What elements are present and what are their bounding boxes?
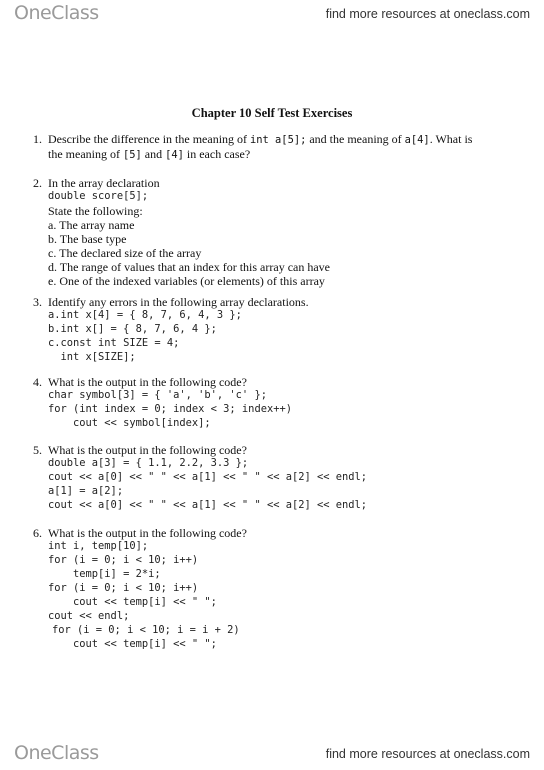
list-item: c. The declared size of the array <box>48 246 202 260</box>
code-line: char symbol[3] = { 'a', 'b', 'c' }; <box>48 389 267 401</box>
list-item: b. The base type <box>48 232 127 246</box>
list-item: d. The range of values that an index for this array can have <box>48 260 330 274</box>
code-line: b.int x[] = { 8, 7, 6, 4 }; <box>48 323 217 335</box>
code-line: cout << temp[i] << " "; <box>48 596 217 608</box>
code-line: double a[3] = { 1.1, 2.2, 3.3 }; <box>48 457 249 469</box>
question-number: 4. <box>33 375 42 389</box>
text-segment: and <box>141 147 166 161</box>
code-line: cout << a[0] << " " << a[1] << " " << a[2] << endl; <box>48 499 368 511</box>
text-segment: . What is <box>429 132 473 146</box>
question-text-line-2 <box>48 147 250 162</box>
oneclass-logo[interactable]: OneClass <box>14 2 99 24</box>
question-number: 5. <box>33 443 42 457</box>
footer-bar <box>0 740 544 770</box>
question-number: 1. <box>33 132 42 146</box>
footer-tagline-link[interactable]: find more resources at oneclass.com <box>325 747 530 761</box>
code-segment: a[4] <box>404 134 430 146</box>
question-intro: What is the output in the following code? <box>48 375 247 389</box>
code-line: for (i = 0; i < 10; i++) <box>48 582 199 594</box>
text-segment: in each case? <box>183 147 251 161</box>
code-segment: int a[5]; <box>250 134 307 146</box>
header-bar <box>0 0 544 30</box>
question-number: 2. <box>33 176 42 190</box>
question-intro: In the array declaration <box>48 176 160 190</box>
question-number: 3. <box>33 295 42 309</box>
code-line: cout << symbol[index]; <box>48 417 211 429</box>
list-item: a. The array name <box>48 218 135 232</box>
question-intro: Identify any errors in the following array declarations. <box>48 295 309 309</box>
code-line: a[1] = a[2]; <box>48 485 124 497</box>
question-intro: What is the output in the following code? <box>48 526 247 540</box>
question-subintro: State the following: <box>48 204 143 218</box>
text-segment: Describe the difference in the meaning of <box>48 132 251 146</box>
code-segment: [4] <box>165 149 184 161</box>
oneclass-logo[interactable]: OneClass <box>14 742 99 764</box>
code-line: a.int x[4] = { 8, 7, 6, 4, 3 }; <box>48 309 242 321</box>
code-segment: [5] <box>122 149 142 161</box>
question-intro: What is the output in the following code? <box>48 443 247 457</box>
text-segment: and the meaning of <box>306 132 405 146</box>
code-line: for (i = 0; i < 10; i++) <box>48 554 199 566</box>
code-line: cout << temp[i] << " "; <box>48 638 217 650</box>
code-line: for (int index = 0; index < 3; index++) <box>48 403 292 415</box>
code-line: for (i = 0; i < 10; i = i + 2) <box>52 624 240 636</box>
page-title: Chapter 10 Self Test Exercises <box>191 106 353 120</box>
code-line: temp[i] = 2*i; <box>48 568 161 580</box>
code-line: c.const int SIZE = 4; <box>48 337 180 349</box>
question-text-line-1 <box>48 132 472 147</box>
list-item: e. One of the indexed variables (or elements) of this array <box>48 274 325 288</box>
code-line: cout << a[0] << " " << a[1] << " " << a[2] << endl; <box>48 471 368 483</box>
header-tagline-link[interactable]: find more resources at oneclass.com <box>325 7 530 21</box>
code-line: double score[5]; <box>48 190 149 202</box>
code-line: cout << endl; <box>48 610 130 622</box>
question-number: 6. <box>33 526 42 540</box>
code-line: int x[SIZE]; <box>48 351 136 363</box>
code-line: int i, temp[10]; <box>48 540 149 552</box>
text-segment: the meaning of <box>48 147 123 161</box>
